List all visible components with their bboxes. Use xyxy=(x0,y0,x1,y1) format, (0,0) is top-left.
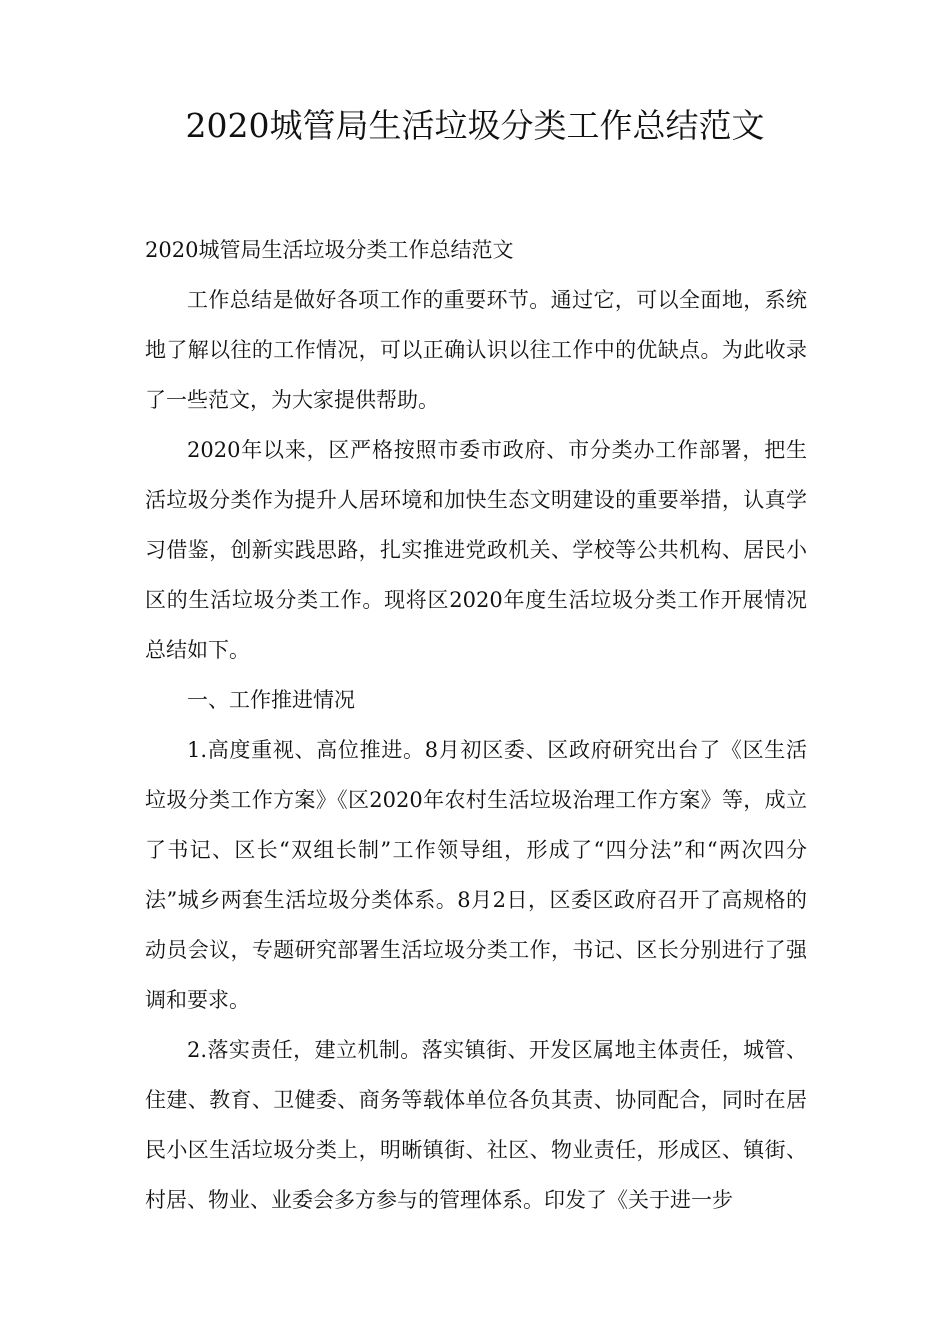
paragraph-overview: 2020年以来，区严格按照市委市政府、市分类办工作部署，把生活垃圾分类作为提升人居环境和加快生态文明建设的重要举措，认真学习借鉴，创新实践思路，扎实推进党政机关、学校等公共机构、居民小区的生活垃圾分类工作。现将区2020年度生活垃圾分类工作开展情况总结如下。 xyxy=(145,438,807,662)
section-heading: 一、工作推进情况 xyxy=(187,688,355,712)
paragraph-item-1: 1.高度重视、高位推进。8月初区委、区政府研究出台了《区生活垃圾分类工作方案》《区2020年农村生活垃圾治理工作方案》等，成立了书记、区长“双组长制”工作领导组，形成了“四分法”和“两次四分法”城乡两套生活垃圾分类体系。8月2日，区委区政府召开了高规格的动员会议，专题研究部署生活垃圾分类工作，书记、区长分别进行了强调和要求。 xyxy=(145,738,807,1012)
paragraph-item-2: 2.落实责任，建立机制。落实镇街、开发区属地主体责任，城管、住建、教育、卫健委、商务等载体单位各负其责、协同配合，同时在居民小区生活垃圾分类上，明晰镇街、社区、物业责任，形成区、镇街、村居、物业、业委会多方参与的管理体系。印发了《关于进一步 xyxy=(145,1038,807,1212)
document-body xyxy=(145,225,807,1225)
document-subtitle: 2020城管局生活垃圾分类工作总结范文 xyxy=(145,238,514,262)
paragraph-intro: 工作总结是做好各项工作的重要环节。通过它，可以全面地，系统地了解以往的工作情况，可以正确认识以往工作中的优缺点。为此收录了一些范文，为大家提供帮助。 xyxy=(145,288,807,412)
document-title: 2020城管局生活垃圾分类工作总结范文 xyxy=(185,106,765,145)
